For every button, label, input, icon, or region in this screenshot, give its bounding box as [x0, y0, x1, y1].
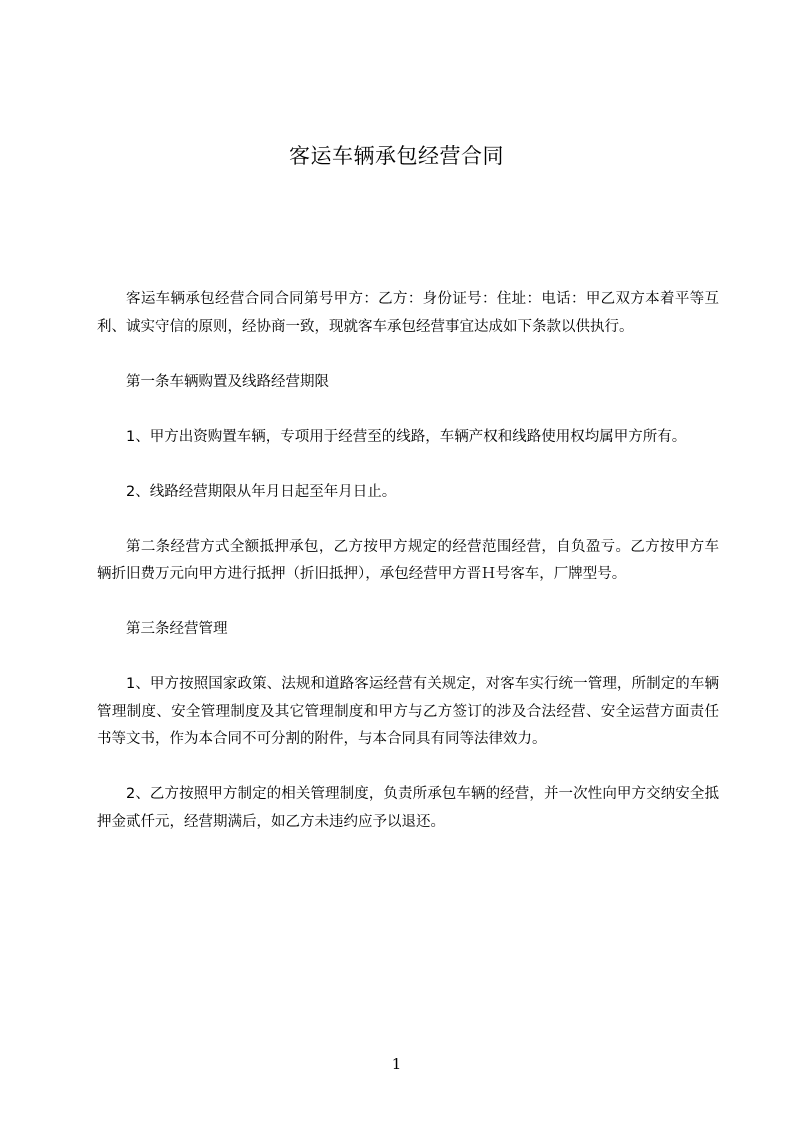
- article-1-heading: 第一条车辆购置及线路经营期限: [126, 373, 329, 390]
- article-1-clause-2: 2、线路经营期限从年月日起至年月日止。: [126, 483, 397, 500]
- article-3-heading: 第三条经营管理: [126, 621, 228, 637]
- paragraph-gap: [97, 589, 719, 617]
- contract-preamble: 客运车辆承包经营合同合同第号甲方：乙方：身份证号：住址：电话：甲乙双方本着平等互利、诚实守信的原则，经协商一致，现就客车承包经营事宜达成如下条款以供执行。: [97, 291, 719, 335]
- paragraph-gap: [97, 754, 719, 782]
- article-3-clause-2: 2、乙方按照甲方制定的相关管理制度，负责所承包车辆的经营，并一次性向甲方交纳安全抵押金贰仟元，经营期满后，如乙方未违约应予以退还。: [97, 786, 719, 830]
- paragraph-gap: [97, 506, 719, 534]
- document-title: 客运车辆承包经营合同: [289, 144, 504, 168]
- article-3-clause-1: 1、甲方按照国家政策、法规和道路客运经营有关规定，对客车实行统一管理，所制定的车辆管理制度、安全管理制度及其它管理制度和甲方与乙方签订的涉及合法经营、安全运营方面责任书等文书，作为本合同不可分割的附件，与本合同具有同等法律效力。: [97, 676, 719, 747]
- paragraph-gap: [97, 644, 719, 672]
- article-2-text: 第二条经营方式全额抵押承包，乙方按甲方规定的经营范围经营，自负盈亏。乙方按甲方车辆折旧费万元向甲方进行抵押（折旧抵押），承包经营甲方晋Ｈ号客车，厂牌型号。: [97, 538, 719, 582]
- paragraph-gap: [97, 451, 719, 479]
- paragraph-gap: [97, 341, 719, 369]
- document-body: [97, 286, 719, 836]
- article-1-clause-1: 1、甲方出资购置车辆，专项用于经营至的线路，车辆产权和线路使用权均属甲方所有。: [126, 428, 687, 445]
- paragraph-gap: [97, 396, 719, 424]
- page-number: 1: [391, 1055, 402, 1073]
